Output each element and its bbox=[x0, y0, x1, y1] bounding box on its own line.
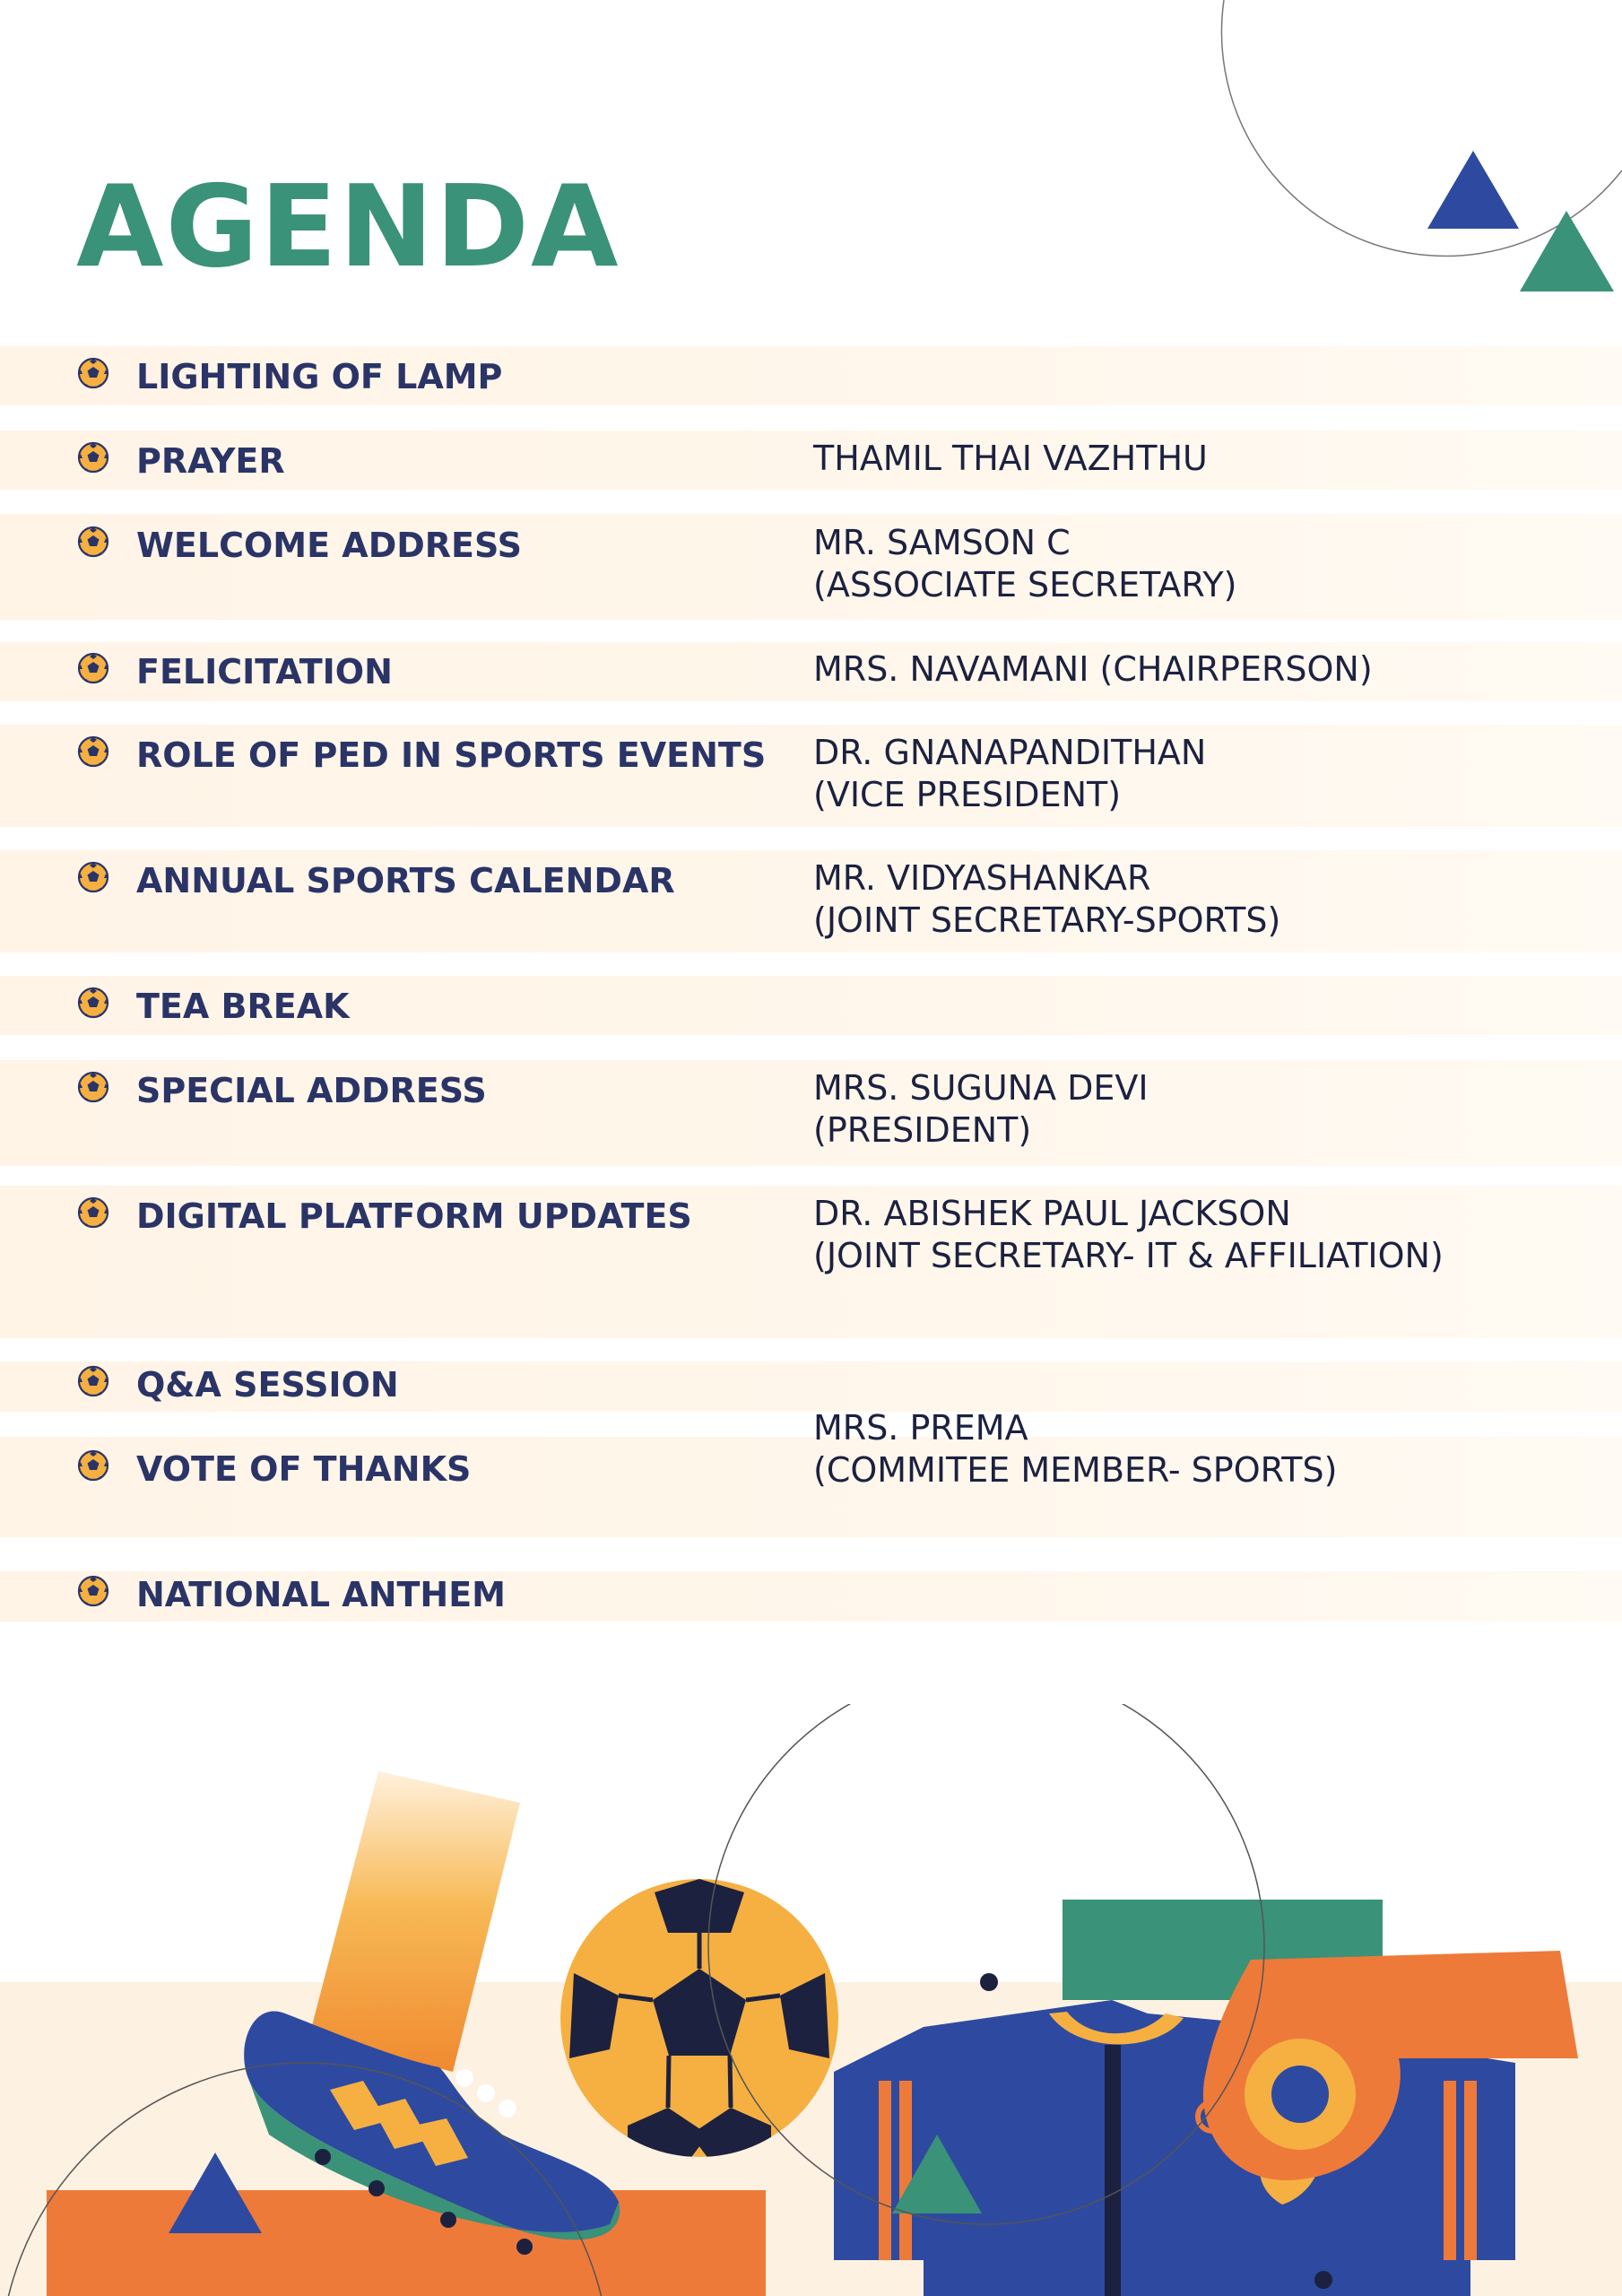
boot-stud bbox=[315, 2149, 331, 2165]
agenda-item-speaker: MR. SAMSON C bbox=[813, 523, 1071, 562]
page-title: AGENDA bbox=[76, 161, 620, 292]
soccer-ball-icon bbox=[77, 987, 109, 1019]
agenda-item-role: (JOINT SECRETARY- IT & AFFILIATION) bbox=[813, 1236, 1444, 1275]
jersey-stripe bbox=[879, 2081, 891, 2260]
jersey-placket bbox=[1105, 2045, 1121, 2296]
soccer-ball-icon bbox=[77, 1365, 109, 1397]
soccer-ball-icon bbox=[77, 526, 109, 558]
boot-eyelet bbox=[499, 2100, 516, 2118]
agenda-item-label: NATIONAL ANTHEM bbox=[136, 1575, 506, 1614]
agenda-item-label: PRAYER bbox=[136, 441, 285, 481]
boot-stud bbox=[369, 2180, 385, 2196]
green-triangle-icon bbox=[1520, 211, 1614, 291]
jersey-stripe bbox=[899, 2081, 912, 2260]
agenda-item-label: WELCOME ADDRESS bbox=[136, 526, 523, 565]
agenda-item-label: Q&A SESSION bbox=[136, 1365, 399, 1405]
shared-speaker-role: (COMMITEE MEMBER- SPORTS) bbox=[813, 1450, 1338, 1490]
agenda-item-label: TEA BREAK bbox=[136, 987, 350, 1026]
agenda-item-speaker: DR. GNANAPANDITHAN bbox=[813, 733, 1207, 772]
soccer-ball-icon bbox=[77, 357, 109, 389]
jersey-stripe bbox=[1444, 2081, 1456, 2260]
agenda-item-role: (VICE PRESIDENT) bbox=[813, 775, 1122, 814]
agenda-item-label: LIGHTING OF LAMP bbox=[136, 357, 503, 396]
boot-stud bbox=[516, 2239, 533, 2255]
soccer-ball-icon bbox=[77, 1071, 109, 1103]
boot-eyelet bbox=[455, 2069, 473, 2087]
agenda-item-speaker: MRS. NAVAMANI (CHAIRPERSON) bbox=[813, 649, 1373, 689]
agenda-item-speaker: MR. VIDYASHANKAR bbox=[813, 858, 1151, 898]
soccer-ball-icon bbox=[77, 1449, 109, 1482]
agenda-item-role: (PRESIDENT) bbox=[813, 1110, 1032, 1150]
agenda-item-label: SPECIAL ADDRESS bbox=[136, 1071, 487, 1110]
soccer-ball-icon bbox=[77, 652, 109, 684]
agenda-item-role: (ASSOCIATE SECRETARY) bbox=[813, 565, 1237, 604]
blue-triangle-icon bbox=[1427, 151, 1519, 229]
boot-eyelet bbox=[477, 2084, 495, 2102]
soccer-ball-icon bbox=[77, 735, 109, 768]
boot-stud bbox=[440, 2212, 456, 2228]
whistle-hole bbox=[1271, 2066, 1329, 2123]
soccer-ball-icon bbox=[77, 861, 109, 893]
jersey-stripe bbox=[1464, 2081, 1477, 2260]
dot bbox=[1314, 2271, 1332, 2289]
agenda-item-speaker: MRS. SUGUNA DEVI bbox=[813, 1068, 1149, 1108]
top-arc bbox=[1221, 0, 1622, 256]
shared-speaker-name: MRS. PREMA bbox=[813, 1408, 1028, 1448]
agenda-item-label: ANNUAL SPORTS CALENDAR bbox=[136, 861, 675, 900]
orange-block bbox=[47, 2190, 766, 2296]
agenda-item-label: FELICITATION bbox=[136, 652, 393, 691]
agenda-item-role: (JOINT SECRETARY-SPORTS) bbox=[813, 900, 1281, 940]
agenda-item-speaker: THAMIL THAI VAZHTHU bbox=[813, 439, 1208, 478]
sports-equipment-illustration bbox=[0, 1704, 1622, 2296]
soccer-ball-icon bbox=[77, 1196, 109, 1229]
soccer-ball-icon bbox=[77, 1575, 109, 1607]
agenda-item-speaker: DR. ABISHEK PAUL JACKSON bbox=[813, 1194, 1291, 1233]
soccer-ball-icon bbox=[77, 441, 109, 474]
agenda-item-label: VOTE OF THANKS bbox=[136, 1449, 472, 1489]
agenda-item-label: ROLE OF PED IN SPORTS EVENTS bbox=[136, 735, 767, 775]
dot bbox=[980, 1973, 998, 1991]
agenda-item-label: DIGITAL PLATFORM UPDATES bbox=[136, 1196, 692, 1236]
